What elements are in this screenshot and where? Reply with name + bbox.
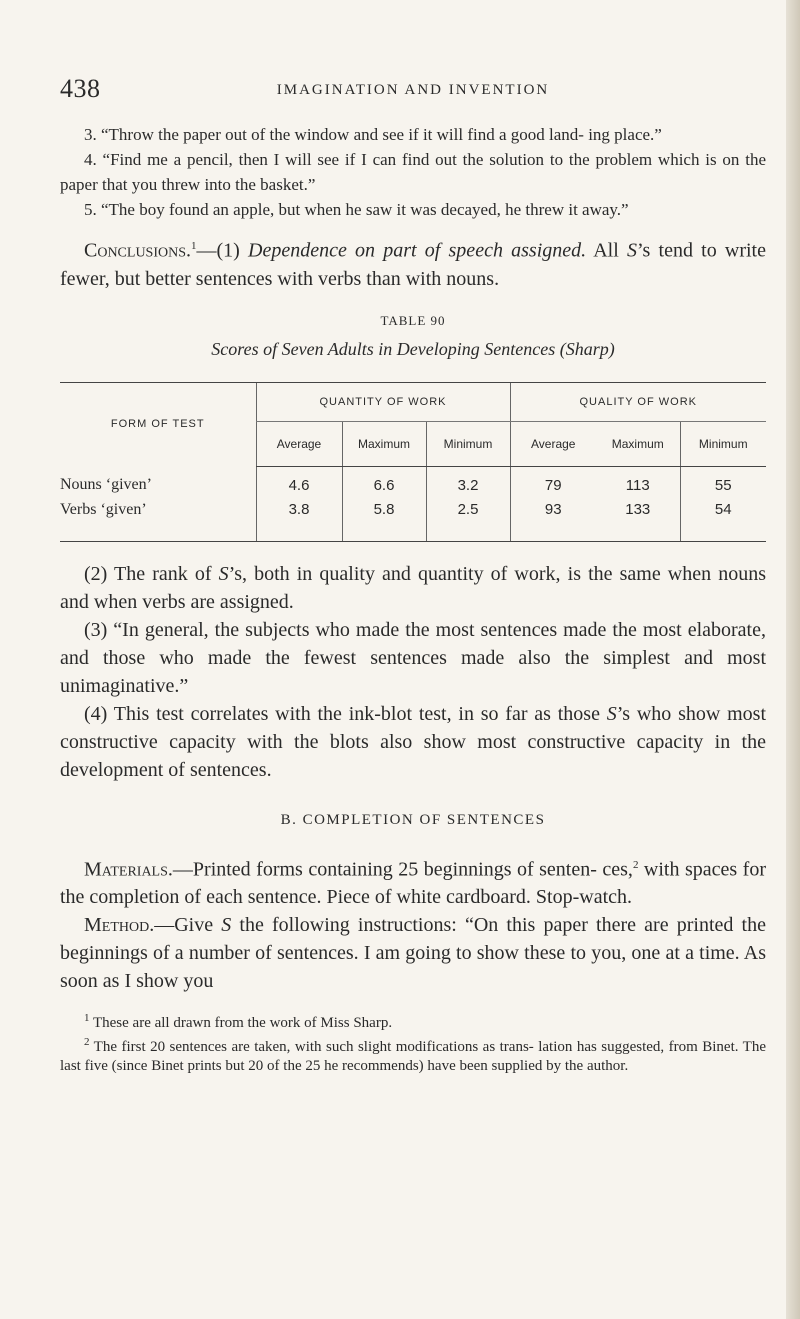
table-cell: 2.5: [426, 498, 510, 542]
footnote-mark: 1: [84, 1012, 90, 1025]
conclusions-text: ’s tend to write fewer, but better sentences with verbs than with nouns.: [60, 239, 766, 290]
paragraph-text: ’s who show most constructive capacity with the blots also show most constructive capacity in the development of sentences.: [60, 702, 766, 781]
subject-s: S: [218, 562, 229, 585]
method-heading: Method.: [84, 914, 155, 937]
method-paragraph: [60, 911, 766, 995]
paragraph-text: with spaces for the completion of each sentence. Piece of white cardboard. Stop-watch.: [60, 858, 766, 909]
example-item: 4. “Find me a pencil, then I will see if I can find out the solution to the problem which is on the paper that you threw into the basket.”: [60, 150, 766, 194]
example-sentences: [60, 122, 766, 222]
paragraph-text: (4) This test correlates with the ink-blot test, in so far as those: [84, 702, 607, 725]
footnote-text: The first 20 sentences are taken, with such slight modifications as trans- lation has suggested, from Binet. The last five (since Binet prints but 20 of the 25 he recommends) have been supplied by the author.: [60, 1039, 766, 1075]
footnote-ref: 2: [632, 858, 639, 871]
footnote-text: These are all drawn from the work of Miss Sharp.: [89, 1015, 393, 1032]
table-row: [60, 466, 766, 498]
table-label: TABLE 90: [380, 312, 446, 328]
running-head: IMAGINATION AND INVENTION: [276, 82, 550, 98]
table-cell: 6.6: [342, 466, 426, 498]
footnotes: [60, 1009, 766, 1076]
column-header: Maximum: [342, 421, 426, 466]
conclusion-3: (3) “In general, the subjects who made the most sentences made the most elaborate, and those who made the fewest sentences made also the simplest and most unimaginative.”: [60, 618, 766, 697]
column-header: Maximum: [596, 421, 680, 466]
conclusion-2: [60, 560, 766, 616]
table-title: Scores of Seven Adults in Developing Sentences (Sharp): [211, 338, 615, 359]
page-number: 438: [60, 74, 101, 103]
example-item: 5. “The boy found an apple, but when he saw it was decayed, he threw it away.”: [84, 200, 629, 219]
row-label: Verbs ‘given’: [60, 498, 256, 542]
footnote: [60, 1009, 766, 1033]
column-header: Average: [510, 421, 596, 466]
row-label: Nouns ‘given’: [60, 476, 152, 494]
footnote: [60, 1033, 766, 1076]
table-cell: 93: [510, 498, 596, 542]
conclusions-continued: [60, 560, 766, 784]
quality-header: QUALITY OF WORK: [510, 382, 766, 421]
footnote-mark: 2: [84, 1036, 90, 1049]
conclusion-4: [60, 700, 766, 784]
table-cell: 5.8: [342, 498, 426, 542]
table-cell: 133: [596, 498, 680, 542]
footnote-ref: 1: [191, 240, 197, 252]
table-cell: 55: [680, 466, 766, 498]
page-edge: [786, 0, 800, 1319]
materials-paragraph: [60, 851, 766, 912]
book-page: [60, 70, 766, 1076]
column-header: Minimum: [680, 421, 766, 466]
conclusions-text: All: [586, 239, 627, 262]
paragraph-text: —Give: [154, 914, 222, 937]
conclusions-paragraph: [60, 232, 766, 293]
conclusions-italic: Dependence on part of speech assigned.: [248, 239, 587, 262]
conclusions-heading: Conclusions.: [84, 239, 192, 262]
table-row: [60, 498, 766, 542]
subject-s: S: [606, 702, 617, 725]
section-heading: B. COMPLETION OF SENTENCES: [280, 811, 546, 828]
subject-s: S: [626, 239, 637, 262]
materials-heading: Materials.: [84, 858, 173, 881]
quantity-header: QUANTITY OF WORK: [256, 382, 510, 421]
column-header: Minimum: [426, 421, 510, 466]
page-header: [60, 70, 766, 110]
table-cell: 3.8: [256, 498, 342, 542]
table-cell: 113: [625, 477, 650, 495]
table-cell: 54: [680, 498, 766, 542]
scores-table: [60, 382, 766, 542]
paragraph-text: the following instructions: “On this paper there are printed the beginnings of a number of sentences. I am going to show these to you, one at a time. As soon as I show you: [60, 914, 766, 993]
example-item: 3. “Throw the paper out of the window and see if it will find a good land- ing place.”: [84, 125, 662, 144]
subject-s: S: [221, 914, 232, 937]
paragraph-text: —Printed forms containing 25 beginnings of senten- ces,: [172, 858, 633, 881]
table-cell: 4.6: [256, 466, 342, 498]
completion-section: [60, 851, 766, 996]
table-cell: 3.2: [426, 466, 510, 498]
form-header: FORM OF TEST: [60, 382, 256, 466]
table-cell: 79: [510, 466, 596, 498]
conclusions-text: —(1): [196, 239, 249, 262]
paragraph-text: (2) The rank of: [84, 562, 219, 585]
column-header: Average: [256, 421, 342, 466]
paragraph-text: ’s, both in quality and quantity of work, is the same when nouns and when verbs are assigned.: [60, 562, 766, 613]
